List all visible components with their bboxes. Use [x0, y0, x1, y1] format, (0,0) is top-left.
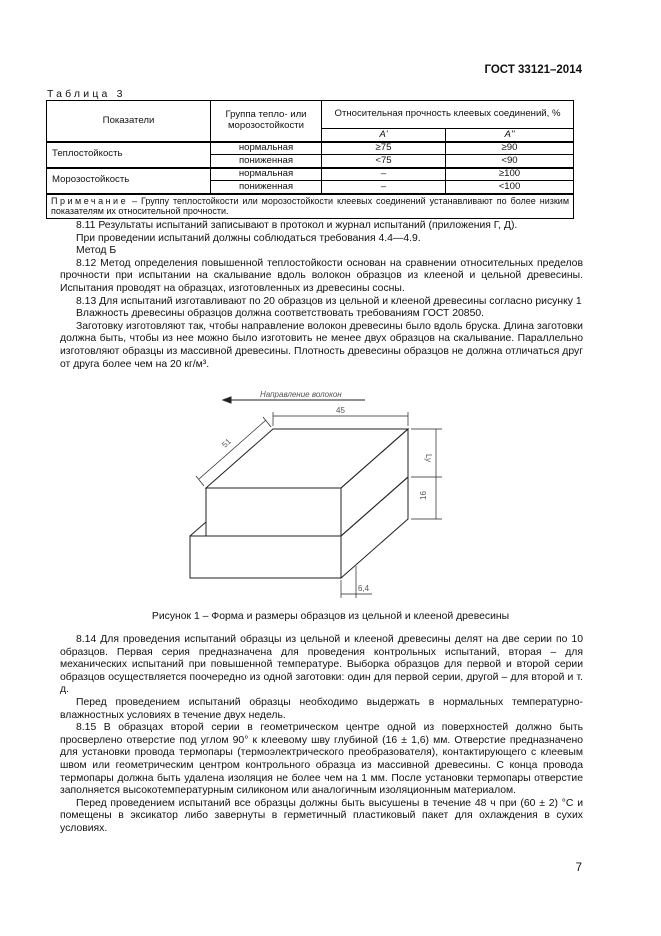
row-indicator: Морозостойкость	[47, 168, 211, 194]
note-label: Примечание	[51, 195, 129, 206]
subheader-a2: A''	[446, 129, 574, 142]
bottom-block-front-face	[190, 536, 341, 578]
dim-51-label: 51	[220, 436, 233, 450]
table-caption: Таблица 3	[47, 88, 126, 100]
table-note	[47, 194, 574, 219]
dim-51-line	[199, 420, 266, 479]
row-a1: <75	[322, 155, 446, 168]
col-header-group: Группа тепло- или морозостойкости	[211, 101, 322, 142]
top-block-side-face	[341, 429, 408, 536]
table-3	[46, 100, 574, 219]
row-a1: –	[322, 168, 446, 181]
paragraph: 8.11 Результаты испытаний записывают в протокол и журнал испытаний (приложения Г, Д).	[76, 220, 518, 231]
table-row	[47, 142, 574, 155]
row-a2: <90	[446, 155, 574, 168]
paragraph: Влажность древесины образцов должна соответствовать требованиям ГОСТ 20850.	[76, 308, 485, 320]
dim-ly-label: Ly	[424, 454, 433, 463]
col-header-strength: Относительная прочность клеевых соединений, %	[322, 101, 574, 129]
top-block-top-face	[206, 429, 408, 488]
dim-45-label: 45	[336, 406, 345, 415]
grain-arrow-head-icon	[223, 397, 231, 403]
grain-label: Направление волокон	[260, 390, 342, 399]
paragraph: 8.12 Метод определения повышенной теплостойкости основан на сравнении относительных пределов прочности при испытании на скалывание вдоль волокон образцов из клееной и цельной древесины. Испытания проводят на образцах, изготовленных из древесины сосны.	[60, 257, 583, 294]
specimen-figure	[180, 388, 470, 603]
table-row	[47, 168, 574, 181]
row-a2: ≥90	[446, 142, 574, 155]
figure-caption: Рисунок 1 – Форма и размеры образцов из цельной и клееной древесины	[151, 611, 510, 622]
row-a1: –	[322, 181, 446, 194]
row-indicator: Теплостойкость	[47, 142, 211, 168]
note-text: – Группу теплостойкости или морозостойкости клеевых соединений устанавливают по более низким показателям их относительной прочности.	[51, 195, 570, 216]
paragraph: Метод Б	[76, 245, 117, 257]
top-block-front-face	[206, 488, 341, 536]
paragraph: Перед проведением испытаний все образцы должны быть высушены в течение 48 ч при (60 ± 2) °С и помещены в эксикатор либо завернуты в герметичный пластиковый пакет для охлаждения в сухих условиях.	[60, 797, 583, 834]
bottom-block-side-face	[341, 477, 408, 578]
paragraph: 8.15 В образцах второй серии в геометрическом центре одной из поверхностей должно быть просверлено отверстие под углом 90° к клеевому шву глубиной (16 ± 1,6) мм. Отверстие предназначено для установки провода термопары (термоэлектрического преобразователя), контактирующего с клеевым швом или геометрическим центром контрольного образца из массивной древесины. С конца провода термопары должна быть удалена изоляция не более чем на 1 мм. После установки термопары отверстие заполняется высокотемпературным силиконом или аналогичным изоляционным материалом.	[60, 722, 583, 797]
row-a1: ≥75	[322, 142, 446, 155]
document-id: ГОСТ 33121–2014	[484, 64, 582, 76]
row-a2: ≥100	[446, 168, 574, 181]
text-block-bottom	[60, 634, 583, 836]
page-number: 7	[575, 862, 582, 874]
subheader-a1: A'	[322, 129, 446, 142]
row-a2: <100	[446, 181, 574, 194]
paragraph: При проведении испытаний должны соблюдаться требования 4.4—4.9.	[76, 232, 421, 244]
row-group: нормальная	[211, 142, 322, 155]
paragraph: Заготовку изготовляют так, чтобы направление волокон древесины было вдоль бруска. Длина заготовки должна быть, чтобы из нее можно было изготовить не менее двух образцов на скалывание. Параллельно изготовляют образцы из массивной древесины. Плотность древесины образцов не должна отличаться друг от друга более чем на 20 кг/м³.	[60, 320, 583, 370]
paragraph: Перед проведением испытаний образцы необходимо выдержать в нормальных температурно-влажностных условиях в течение двух недель.	[60, 696, 583, 721]
row-group: нормальная	[211, 168, 322, 181]
row-group: пониженная	[211, 181, 322, 194]
paragraph: 8.13 Для испытаний изготавливают по 20 образцов из цельной и клееной древесины согласно рисунку 1	[76, 295, 582, 307]
text-block-top	[60, 220, 583, 371]
col-header-indicators: Показатели	[47, 101, 211, 142]
row-group: пониженная	[211, 155, 322, 168]
dim-64-label: 6,4	[358, 584, 370, 593]
dim-16-label: 16	[419, 491, 428, 500]
paragraph: 8.14 Для проведения испытаний образцы из цельной и клееной древесины делят на две серии по 10 образцов. Первая серия предназначена для проведения контрольных испытаний, вторая – для механических испытаний при повышенной температуре. Выборка образцов для первой и второй серии образцов осуществляется поочередно из одной заготовки: один для первой серии, другой – для второй и т. д.	[60, 634, 583, 696]
bottom-block-top-edge	[190, 522, 206, 536]
